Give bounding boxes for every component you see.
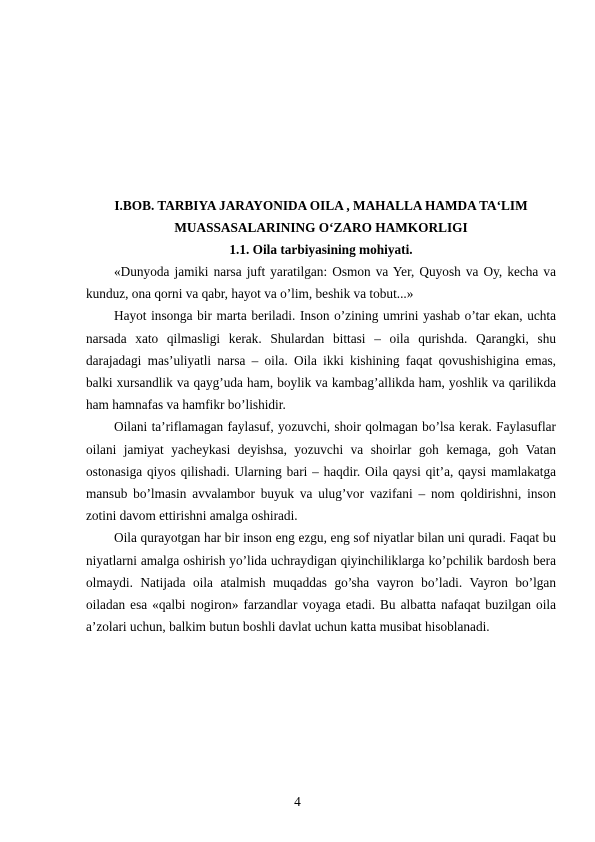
paragraph-body-3: Oila qurayotgan har bir inson eng ezgu, eng sof niyatlar bilan uni quradi. Faqat bu niyatlarni amalga oshirish yo’lida uchraydigan qiyinchiliklarga ko’pchilik bardosh bera olmaydi. Natijada oila atalmish muqaddas go’sha vayron bo’ladi. Vayron bo’lgan oiladan esa «qalbi nogiron» farzandlar voyaga etadi. Bu albatta nafaqat buzilgan oila a’zolari uchun, balkim butun boshli davlat uchun katta musibat hisoblanadi. [86,530,556,635]
paragraph-epigraph: «Dunyoda jamiki narsa juft yaratilgan: Osmon va Yer, Quyosh va Oy, kecha va kunduz, ona qorni va qabr, hayot va o’lim, beshik va tobut...» [86,264,556,302]
paragraph-body-2: Oilani ta’riflamagan faylasuf, yozuvchi, shoir qolmagan bo’lsa kerak. Faylasuflar oilani jamiyat yacheykasi deyishsa, yozuvchi va shoirlar goh kemaga, goh Vatan ostonasiga qiyos qilishadi. Ularning bari – haqdir. Oila qaysi qit’a, qaysi mamlakatga mansub bo’lmasin avvalambor buyuk va ulug’vor vazifani – nom qoldirishni, inson zotini davom ettirishni amalga oshiradi. [86,419,556,524]
section-title: 1.1. Oila tarbiyasining mohiyati. [229,242,413,257]
chapter-title-line-2: MUASSASALARINING O‘ZARO HAMKORLIGI [174,220,468,235]
page-content [86,195,556,638]
chapter-title-line-1: I.BOB. TARBIYA JARAYONIDA OILA , MAHALLA HAMDA TA‘LIM [114,198,528,213]
page-number: 4 [294,794,301,809]
paragraph-body-1: Hayot insonga bir marta beriladi. Inson o’zining umrini yashab o’tar ekan, uchta narsada xato qilmasligi kerak. Shulardan bittasi – oila qurishda. Qarangki, shu darajadagi mas’uliyatli narsa – oila. Oila ikki kishining faqat qovushishigina emas, balki xursandlik va qayg’uda ham, boylik va kambag’allikda ham, yoshlik va qarilikda ham hamnafas va hamfikr bo’lishidir. [86,308,556,413]
